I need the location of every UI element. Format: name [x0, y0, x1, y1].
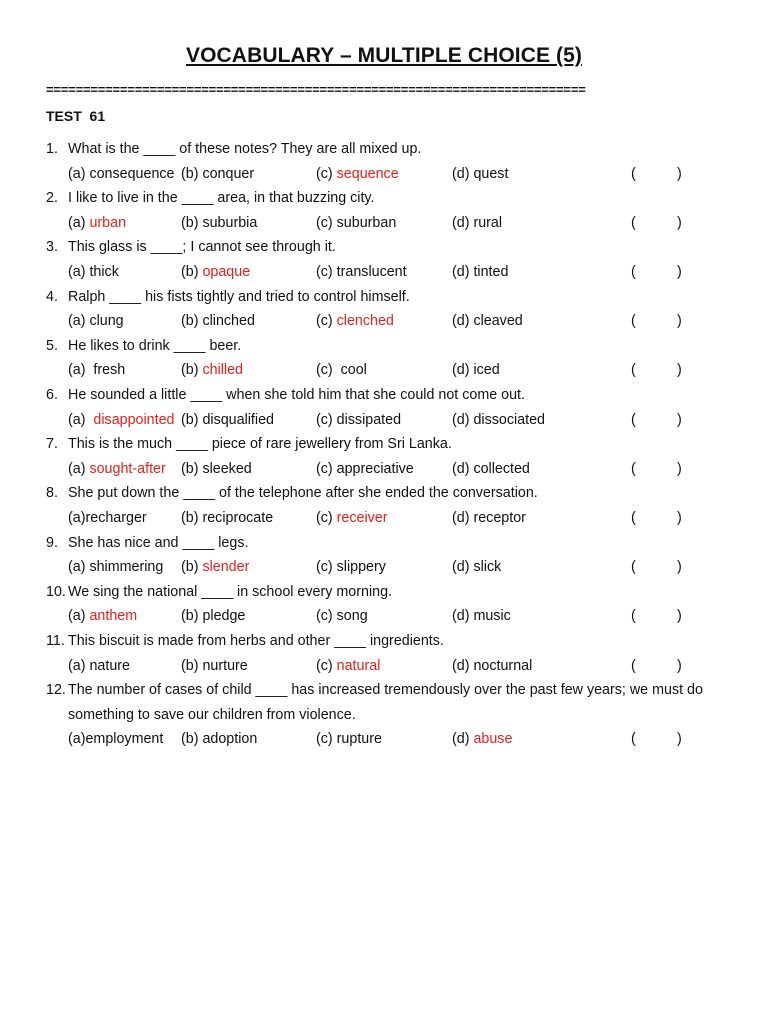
option-a	[68, 604, 137, 628]
option-d	[452, 260, 508, 284]
option-a	[68, 555, 163, 579]
option-text: nocturnal	[473, 657, 533, 674]
option-answer-text: natural	[336, 657, 381, 674]
option-text: slick	[473, 559, 502, 576]
answer-bracket-open: (	[631, 559, 636, 576]
question-stem-line	[0, 186, 768, 210]
answer-bracket-close: )	[677, 214, 682, 231]
option-a	[68, 506, 147, 530]
question-text: He likes to drink ____ beer.	[68, 337, 242, 354]
answer-bracket-open: (	[631, 263, 636, 280]
answer-bracket-open: (	[631, 509, 636, 526]
option-text: tinted	[473, 263, 509, 280]
option-letter: (b)	[181, 411, 203, 428]
option-text: clung	[89, 313, 124, 330]
option-text: suburban	[336, 214, 397, 231]
option-letter: (a)	[68, 263, 90, 280]
option-letter: (d)	[452, 657, 474, 674]
question-text: This biscuit is made from herbs and other ____ ingredients.	[68, 633, 444, 649]
question-stem-line	[0, 703, 768, 727]
option-c	[316, 309, 394, 333]
option-d	[452, 408, 545, 432]
option-letter: (d)	[452, 460, 474, 477]
options-row	[0, 506, 768, 530]
answer-bracket-open: (	[631, 460, 636, 477]
answer-bracket-open: (	[631, 608, 636, 625]
option-text: rupture	[336, 731, 382, 748]
option-letter: (d)	[452, 313, 474, 330]
option-c	[316, 555, 386, 579]
option-text: translucent	[336, 263, 407, 280]
option-letter: (c)	[316, 657, 337, 674]
option-a	[68, 654, 130, 678]
question-stem-line	[0, 481, 768, 505]
question-text: What is the ____ of these notes? They are all mixed up.	[68, 141, 422, 157]
option-text: adoption	[202, 731, 258, 748]
option-text: appreciative	[336, 460, 414, 477]
option-letter: (a)	[68, 313, 90, 330]
option-letter: (c)	[316, 263, 337, 280]
option-letter: (a)	[68, 165, 90, 182]
option-d	[452, 211, 502, 235]
option-text: nature	[89, 657, 130, 674]
options-row	[0, 260, 768, 284]
option-letter: (d)	[452, 165, 474, 182]
option-text: quest	[473, 165, 509, 182]
option-letter: (a)	[68, 460, 90, 477]
page-title: VOCABULARY – MULTIPLE CHOICE (5)	[186, 44, 582, 67]
option-letter: (b)	[181, 509, 203, 526]
option-letter: (d)	[452, 559, 474, 576]
option-d	[452, 162, 508, 186]
option-b	[181, 604, 245, 628]
option-b	[181, 260, 250, 284]
option-a	[68, 162, 175, 186]
option-text: sleeked	[202, 460, 252, 477]
options-row	[0, 727, 768, 751]
option-answer-text: abuse	[473, 731, 513, 748]
answer-bracket-open: (	[631, 411, 636, 428]
option-a	[68, 727, 163, 751]
question-number: 9.	[46, 534, 58, 551]
option-text: dissipated	[336, 411, 402, 428]
options-row	[0, 408, 768, 432]
option-letter: (d)	[452, 214, 474, 231]
question-stem-line	[0, 531, 768, 555]
option-text: music	[473, 608, 511, 625]
option-a	[68, 457, 166, 481]
option-c	[316, 358, 367, 382]
question-text: This is the much ____ piece of rare jewellery from Sri Lanka.	[68, 436, 452, 453]
option-text: suburbia	[202, 214, 258, 231]
option-d	[452, 309, 523, 333]
option-c	[316, 408, 401, 432]
option-answer-text: sequence	[336, 165, 399, 182]
option-letter: (b)	[181, 460, 203, 477]
option-c	[316, 604, 368, 628]
answer-bracket-open: (	[631, 165, 636, 182]
question-stem-line	[0, 137, 768, 161]
option-letter: (b)	[181, 559, 203, 576]
question-number: 6.	[46, 387, 58, 403]
question-number: 5.	[46, 337, 58, 354]
option-letter: (a)	[68, 608, 90, 625]
options-row	[0, 162, 768, 186]
option-b	[181, 506, 273, 530]
question-stem-line	[0, 383, 768, 407]
answer-bracket-open: (	[631, 214, 636, 231]
option-a	[68, 211, 126, 235]
option-text: pledge	[202, 608, 246, 625]
question-number: 10.	[46, 583, 66, 600]
answer-bracket-close: )	[677, 313, 682, 330]
option-text: cleaved	[473, 313, 523, 330]
answer-bracket-open: (	[631, 731, 636, 748]
question-text: She has nice and ____ legs.	[68, 534, 249, 551]
option-d	[452, 727, 512, 751]
option-letter: (b)	[181, 313, 203, 330]
option-answer-text: opaque	[202, 263, 251, 280]
option-text: clinched	[202, 313, 255, 330]
option-text: consequence	[89, 165, 175, 182]
option-answer-text: urban	[89, 214, 127, 231]
options-row	[0, 211, 768, 235]
question-stem-line	[0, 235, 768, 259]
options-row	[0, 604, 768, 628]
option-letter: (a)	[68, 509, 86, 526]
option-text: thick	[89, 263, 119, 280]
question-number: 8.	[46, 485, 58, 502]
option-b	[181, 457, 252, 481]
option-letter: (a)	[68, 411, 94, 428]
option-answer-text: anthem	[89, 608, 138, 625]
answer-bracket-close: )	[677, 263, 682, 280]
option-a	[68, 309, 124, 333]
answer-bracket-close: )	[677, 509, 682, 526]
question-number: 12.	[46, 682, 66, 699]
option-answer-text: receiver	[336, 509, 388, 526]
answer-bracket-open: (	[631, 313, 636, 330]
option-d	[452, 457, 530, 481]
option-c	[316, 654, 380, 678]
option-c	[316, 260, 407, 284]
option-text: shimmering	[89, 559, 164, 576]
option-a	[68, 260, 119, 284]
option-text: rural	[473, 214, 503, 231]
option-answer-text: clenched	[336, 313, 394, 330]
option-b	[181, 211, 257, 235]
question-text: The number of cases of child ____ has increased tremendously over the past few years; we must do	[68, 682, 703, 699]
option-c	[316, 727, 382, 751]
option-answer-text: slender	[202, 559, 250, 576]
question-number: 2.	[46, 190, 58, 207]
option-letter: (c)	[316, 214, 337, 231]
option-c	[316, 162, 399, 186]
option-text: fresh	[93, 362, 126, 379]
question-number: 7.	[46, 436, 58, 453]
option-b	[181, 358, 243, 382]
option-d	[452, 654, 532, 678]
option-letter: (b)	[181, 657, 203, 674]
option-letter: (a)	[68, 362, 94, 379]
question-number: 1.	[46, 141, 58, 157]
option-a	[68, 408, 175, 432]
options-row	[0, 457, 768, 481]
option-letter: (a)	[68, 657, 90, 674]
option-letter: (b)	[181, 263, 203, 280]
option-letter: (d)	[452, 411, 474, 428]
option-d	[452, 604, 511, 628]
question-stem-line	[0, 629, 768, 653]
option-letter: (b)	[181, 608, 203, 625]
option-letter: (b)	[181, 731, 203, 748]
question-text: We sing the national ____ in school every morning.	[68, 583, 392, 600]
option-letter: (c)	[316, 731, 337, 748]
option-letter: (d)	[452, 608, 474, 625]
option-letter: (c)	[316, 411, 337, 428]
option-text: conquer	[202, 165, 255, 182]
option-letter: (c)	[316, 460, 337, 477]
option-letter: (d)	[452, 731, 474, 748]
answer-bracket-open: (	[631, 657, 636, 674]
option-b	[181, 555, 249, 579]
option-letter: (d)	[452, 263, 474, 280]
options-row	[0, 358, 768, 382]
option-letter: (b)	[181, 214, 203, 231]
option-letter: (c)	[316, 362, 341, 379]
option-letter: (c)	[316, 165, 337, 182]
question-stem-line	[0, 580, 768, 604]
option-letter: (c)	[316, 608, 337, 625]
option-text: receptor	[473, 509, 526, 526]
question-stem-line	[0, 432, 768, 456]
answer-bracket-close: )	[677, 362, 682, 379]
option-letter: (a)	[68, 731, 86, 748]
option-letter: (c)	[316, 313, 337, 330]
option-text: slippery	[336, 559, 386, 576]
question-text: This glass is ____; I cannot see through it.	[68, 239, 336, 256]
option-letter: (b)	[181, 165, 203, 182]
answer-bracket-close: )	[677, 411, 682, 428]
option-text: collected	[473, 460, 530, 477]
separator-rule: =========================================================================	[46, 82, 586, 97]
option-text: recharger	[85, 509, 147, 526]
option-text: nurture	[202, 657, 248, 674]
options-row	[0, 654, 768, 678]
question-stem-line	[0, 334, 768, 358]
option-text: song	[336, 608, 368, 625]
question-text: something to save our children from violence.	[68, 706, 356, 723]
answer-bracket-close: )	[677, 460, 682, 477]
answer-bracket-close: )	[677, 731, 682, 748]
option-answer-text: disappointed	[93, 411, 175, 428]
question-stem-line	[0, 678, 768, 702]
question-text: Ralph ____ his fists tightly and tried to control himself.	[68, 288, 410, 305]
option-text: reciprocate	[202, 509, 274, 526]
question-number: 4.	[46, 288, 58, 305]
option-letter: (b)	[181, 362, 203, 379]
options-row	[0, 555, 768, 579]
option-answer-text: chilled	[202, 362, 243, 379]
answer-bracket-close: )	[677, 657, 682, 674]
answer-bracket-close: )	[677, 165, 682, 182]
option-b	[181, 727, 257, 751]
option-letter: (d)	[452, 509, 474, 526]
options-row	[0, 309, 768, 333]
question-number: 3.	[46, 239, 58, 256]
option-d	[452, 506, 526, 530]
option-letter: (c)	[316, 559, 337, 576]
option-b	[181, 654, 248, 678]
option-c	[316, 506, 388, 530]
question-number: 11.	[46, 633, 65, 649]
option-text: employment	[85, 731, 164, 748]
option-answer-text: sought-after	[89, 460, 166, 477]
test-label: TEST 61	[46, 108, 106, 124]
option-letter: (a)	[68, 214, 90, 231]
answer-bracket-open: (	[631, 362, 636, 379]
option-letter: (a)	[68, 559, 90, 576]
option-letter: (c)	[316, 509, 337, 526]
option-b	[181, 309, 255, 333]
option-text: disqualified	[202, 411, 274, 428]
question-text: He sounded a little ____ when she told him that she could not come out.	[68, 387, 525, 403]
question-text: She put down the ____ of the telephone after she ended the conversation.	[68, 485, 538, 502]
option-text: dissociated	[473, 411, 545, 428]
answer-bracket-close: )	[677, 608, 682, 625]
option-b	[181, 408, 274, 432]
option-letter: (d)	[452, 362, 474, 379]
option-d	[452, 358, 500, 382]
option-text: iced	[473, 362, 500, 379]
option-text: cool	[340, 362, 367, 379]
option-d	[452, 555, 501, 579]
option-c	[316, 211, 396, 235]
option-a	[68, 358, 125, 382]
question-text: I like to live in the ____ area, in that buzzing city.	[68, 190, 375, 207]
option-b	[181, 162, 254, 186]
answer-bracket-close: )	[677, 559, 682, 576]
question-stem-line	[0, 285, 768, 309]
option-c	[316, 457, 414, 481]
